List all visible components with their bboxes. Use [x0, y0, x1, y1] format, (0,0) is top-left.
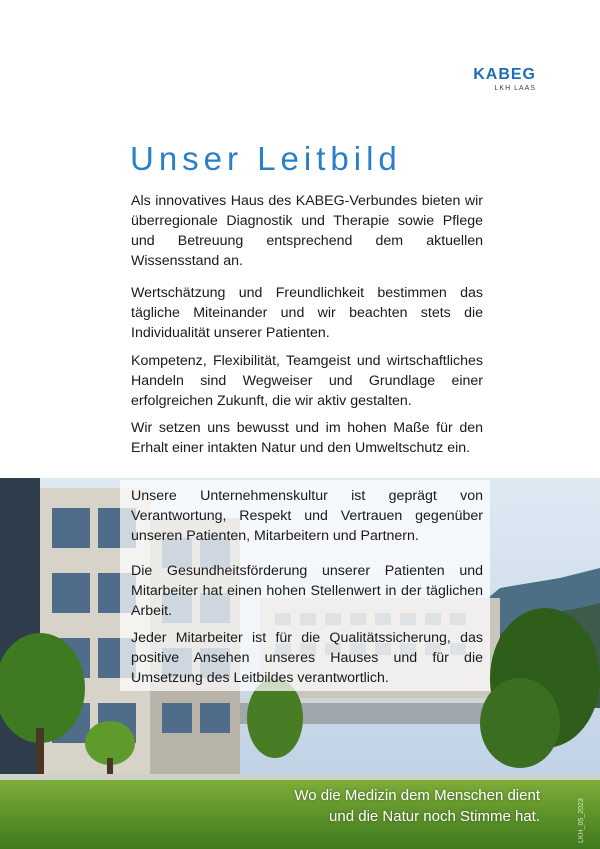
paragraph: Die Gesundheitsförderung unserer Patienten und Mitarbeiter hat einen hohen Stellenwert in der täglichen Arbeit. [131, 563, 483, 619]
document-code: LKH_05_2023 [578, 798, 585, 843]
logo-subtitle: LKH LAAS [494, 85, 536, 92]
paragraph: Kompetenz, Flexibilität, Teamgeist und wirtschaftliches Handeln sind Wegweiser und Grundlage einer erfolgreichen Zukunft, die wir aktiv gestalten. [131, 353, 483, 409]
kabeg-logo [452, 66, 536, 93]
tagline [294, 785, 540, 827]
paragraph: Jeder Mitarbeiter ist für die Qualitätssicherung, das positive Ansehen unseres Hauses und für die Umsetzung des Leitbildes verantwortlich. [131, 630, 483, 686]
tagline-line-1: Wo die Medizin dem Menschen dient [294, 787, 540, 804]
paragraph: Wir setzen uns bewusst und im hohen Maße für den Erhalt einer intakten Natur und den Umweltschutz ein. [131, 420, 483, 456]
tagline-line-2: und die Natur noch Stimme hat. [329, 808, 540, 825]
page-title: Unser Leitbild [130, 140, 402, 177]
paragraph: Wertschätzung und Freundlichkeit bestimmen das tägliche Miteinander und wir beachten stets die Individualität unserer Patienten. [131, 285, 483, 341]
paragraph: Als innovatives Haus des KABEG-Verbundes bieten wir überregionale Diagnostik und Therapie sowie Pflege und Betreuung entsprechend dem aktuellen Wissensstand an. [131, 193, 483, 269]
paragraph: Unsere Unternehmenskultur ist geprägt von Verantwortung, Respekt und Vertrauen gegenüber unseren Patienten, Mitarbeitern und Partnern. [131, 488, 483, 544]
logo-name: KABEG [473, 66, 536, 83]
